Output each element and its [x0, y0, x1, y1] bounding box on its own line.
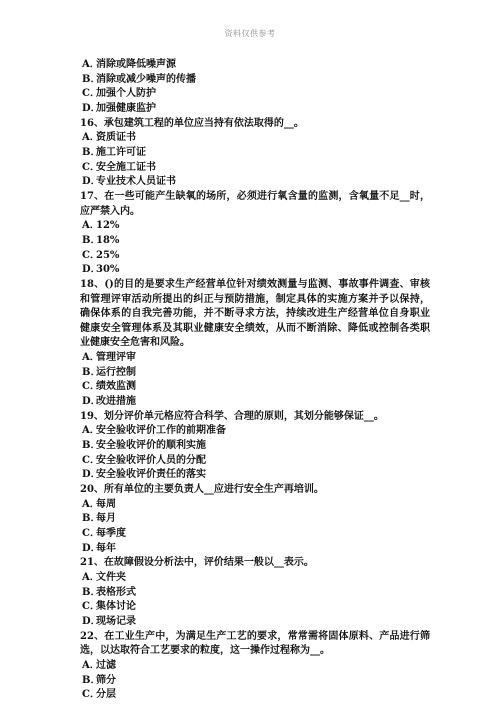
- option-text: 12%: [96, 220, 120, 232]
- option-letter: B．: [82, 146, 101, 158]
- option-text: 安全验收评价责任的落实: [96, 469, 206, 481]
- option-text: 安全验收评价工作的前期准备: [96, 425, 226, 437]
- question-line: 20、所有单位的主要负责人__应进行安全生产再培训。: [80, 484, 324, 496]
- option-text: 安全验收评价的顺利实施: [96, 440, 206, 452]
- option-text: 每季度: [96, 528, 126, 539]
- option-text: 每年: [96, 542, 116, 554]
- document-body: [80, 58, 430, 703]
- answer-option: [80, 586, 430, 601]
- answer-option: [80, 395, 430, 410]
- option-text: 安全施工证书: [96, 161, 156, 173]
- answer-option: [80, 571, 430, 586]
- answer-option: [80, 73, 430, 88]
- option-text: 每月: [96, 513, 116, 525]
- option-text: 改进措施: [96, 396, 136, 408]
- option-text: 加强健康监护: [96, 102, 156, 114]
- option-text: 文件夹: [96, 571, 126, 583]
- question-line: 16、承包建筑工程的单位应当持有依法取得的__。: [80, 117, 304, 129]
- answer-option: [80, 102, 430, 117]
- question-stem: [80, 410, 430, 425]
- question-line: 17、在一些可能产生缺氧的场所，必须进行氧含量的监测，含氧量不足__时，: [80, 190, 430, 202]
- option-letter: A．: [82, 425, 100, 437]
- option-text: 消除或减少噪声的传播: [96, 73, 196, 85]
- answer-option: [80, 234, 430, 249]
- answer-option: [80, 351, 430, 366]
- option-text: 安全验收评价人员的分配: [96, 454, 206, 466]
- option-text: 集体讨论: [96, 601, 136, 613]
- answer-option: [80, 688, 430, 703]
- option-letter: C．: [82, 528, 100, 539]
- option-letter: B．: [82, 513, 101, 525]
- answer-option: [80, 659, 430, 674]
- option-letter: A．: [82, 498, 100, 510]
- answer-option: [80, 454, 430, 469]
- answer-option: [80, 87, 430, 102]
- answer-option: [80, 146, 430, 161]
- option-text: 管理评审: [96, 352, 136, 364]
- option-letter: B．: [82, 674, 101, 686]
- answer-option: [80, 439, 430, 454]
- answer-option: [80, 219, 430, 234]
- option-text: 资质证书: [96, 132, 136, 144]
- option-text: 30%: [96, 264, 120, 276]
- option-letter: C．: [82, 689, 100, 701]
- answer-option: [80, 249, 430, 264]
- option-text: 18%: [96, 234, 120, 246]
- answer-option: [80, 615, 430, 630]
- answer-option: [80, 542, 430, 557]
- answer-option: [80, 263, 430, 278]
- option-letter: B．: [82, 234, 101, 246]
- question-stem: [80, 190, 430, 219]
- answer-option: [80, 468, 430, 483]
- option-letter: D．: [82, 176, 101, 188]
- question-stem: [80, 556, 430, 571]
- option-letter: D．: [82, 102, 101, 114]
- question-line: 18、()的目的是要求生产经营单位针对绩效测量与监测、事故事件调查、审核: [80, 278, 430, 290]
- question-stem: [80, 117, 430, 132]
- answer-option: [80, 674, 430, 689]
- option-text: 现场记录: [96, 615, 136, 627]
- answer-option: [80, 600, 430, 615]
- option-text: 施工许可证: [96, 146, 146, 158]
- option-text: 表格形式: [96, 586, 136, 598]
- option-letter: A．: [82, 352, 100, 364]
- answer-option: [80, 58, 430, 73]
- option-letter: B．: [82, 366, 101, 378]
- option-letter: D．: [82, 264, 101, 276]
- option-text: 25%: [96, 249, 120, 261]
- option-letter: A．: [82, 132, 100, 144]
- option-letter: B．: [82, 440, 101, 452]
- option-text: 加强个人防护: [96, 88, 156, 100]
- question-line: 选，以达取符合工艺要求的粒度，这一操作过程称为__。: [80, 645, 330, 657]
- question-line: 业健康安全危害和风险。: [80, 337, 190, 349]
- option-text: 消除或降低噪声源: [96, 59, 176, 70]
- question-line: 健康安全管理体系及其职业健康安全绩效，从而不断消除、降低或控制各类职: [80, 322, 430, 334]
- option-letter: A．: [82, 571, 100, 583]
- answer-option: [80, 366, 430, 381]
- answer-option: [80, 161, 430, 176]
- answer-option: [80, 131, 430, 146]
- question-line: 确保体系的自我完善功能，并不断寻求方法，持续改进生产经营单位自身职业: [80, 308, 430, 320]
- option-letter: D．: [82, 542, 101, 554]
- option-letter: D．: [82, 615, 101, 627]
- answer-option: [80, 424, 430, 439]
- question-line: 19、划分评价单元格应符合科学、合理的原则，其划分能够保证__。: [80, 410, 384, 422]
- option-text: 每周: [96, 498, 116, 510]
- answer-option: [80, 527, 430, 542]
- option-letter: B．: [82, 73, 101, 85]
- question-stem: [80, 630, 430, 659]
- question-line: 22、在工业生产中，为满足生产工艺的要求，常常需将固体原料、产品进行筛: [80, 630, 430, 642]
- answer-option: [80, 175, 430, 190]
- option-letter: A．: [82, 659, 100, 671]
- question-stem: [80, 483, 430, 498]
- option-text: 运行控制: [96, 366, 136, 378]
- question-line: 和管理评审活动所提出的纠正与预防措施，制定具体的实施方案并予以保持，: [80, 293, 430, 305]
- question-line: 应严禁入内。: [80, 205, 140, 217]
- option-letter: D．: [82, 469, 101, 481]
- option-text: 过滤: [96, 659, 116, 671]
- option-text: 专业技术人员证书: [96, 176, 176, 188]
- option-letter: C．: [82, 161, 100, 173]
- question-line: 21、在故障假设分析法中，评价结果一般以__表示。: [80, 557, 314, 569]
- question-stem: [80, 278, 430, 351]
- option-letter: C．: [82, 454, 100, 466]
- option-text: 绩效监测: [96, 381, 136, 393]
- option-text: 筛分: [96, 674, 116, 686]
- option-letter: C．: [82, 88, 100, 100]
- option-letter: C．: [82, 249, 100, 261]
- option-letter: A．: [82, 59, 100, 70]
- answer-option: [80, 380, 430, 395]
- option-letter: C．: [82, 601, 100, 613]
- option-letter: C．: [82, 381, 100, 393]
- option-letter: D．: [82, 396, 101, 408]
- option-letter: B．: [82, 586, 101, 598]
- answer-option: [80, 498, 430, 513]
- answer-option: [80, 512, 430, 527]
- header-note: 资料仅供参考: [224, 29, 276, 38]
- option-text: 分层: [96, 689, 116, 701]
- option-letter: A．: [82, 220, 100, 232]
